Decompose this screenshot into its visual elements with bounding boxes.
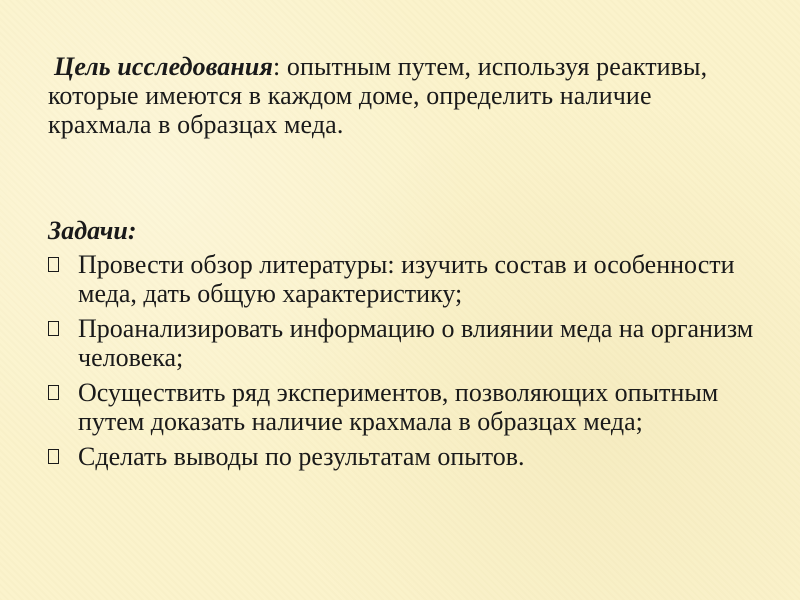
task-item-4 (48, 442, 768, 471)
task-text: Сделать выводы по результатам опытов. (78, 442, 525, 471)
goal-text: : опытным путем, используя реактивы, которые имеются в каждом доме, определить наличие крахмала в образцах меда. (48, 52, 708, 139)
tasks-list (48, 250, 768, 477)
goal-paragraph (48, 52, 748, 139)
goal-label: Цель исследования (54, 52, 273, 81)
task-text: Провести обзор литературы: изучить состав и особенности меда, дать общую характеристику; (78, 250, 735, 308)
task-text: Осуществить ряд экспериментов, позволяющих опытным путем доказать наличие крахмала в образцах меда; (78, 378, 719, 436)
task-item-3 (48, 378, 768, 436)
task-item-1 (48, 250, 768, 308)
square-bullet-icon (48, 257, 59, 272)
task-item-2 (48, 314, 768, 372)
square-bullet-icon (48, 321, 59, 336)
square-bullet-icon (48, 385, 59, 400)
task-text: Проанализировать информацию о влиянии меда на организм человека; (78, 314, 754, 372)
square-bullet-icon (48, 449, 59, 464)
tasks-heading: Задачи: (48, 216, 137, 245)
